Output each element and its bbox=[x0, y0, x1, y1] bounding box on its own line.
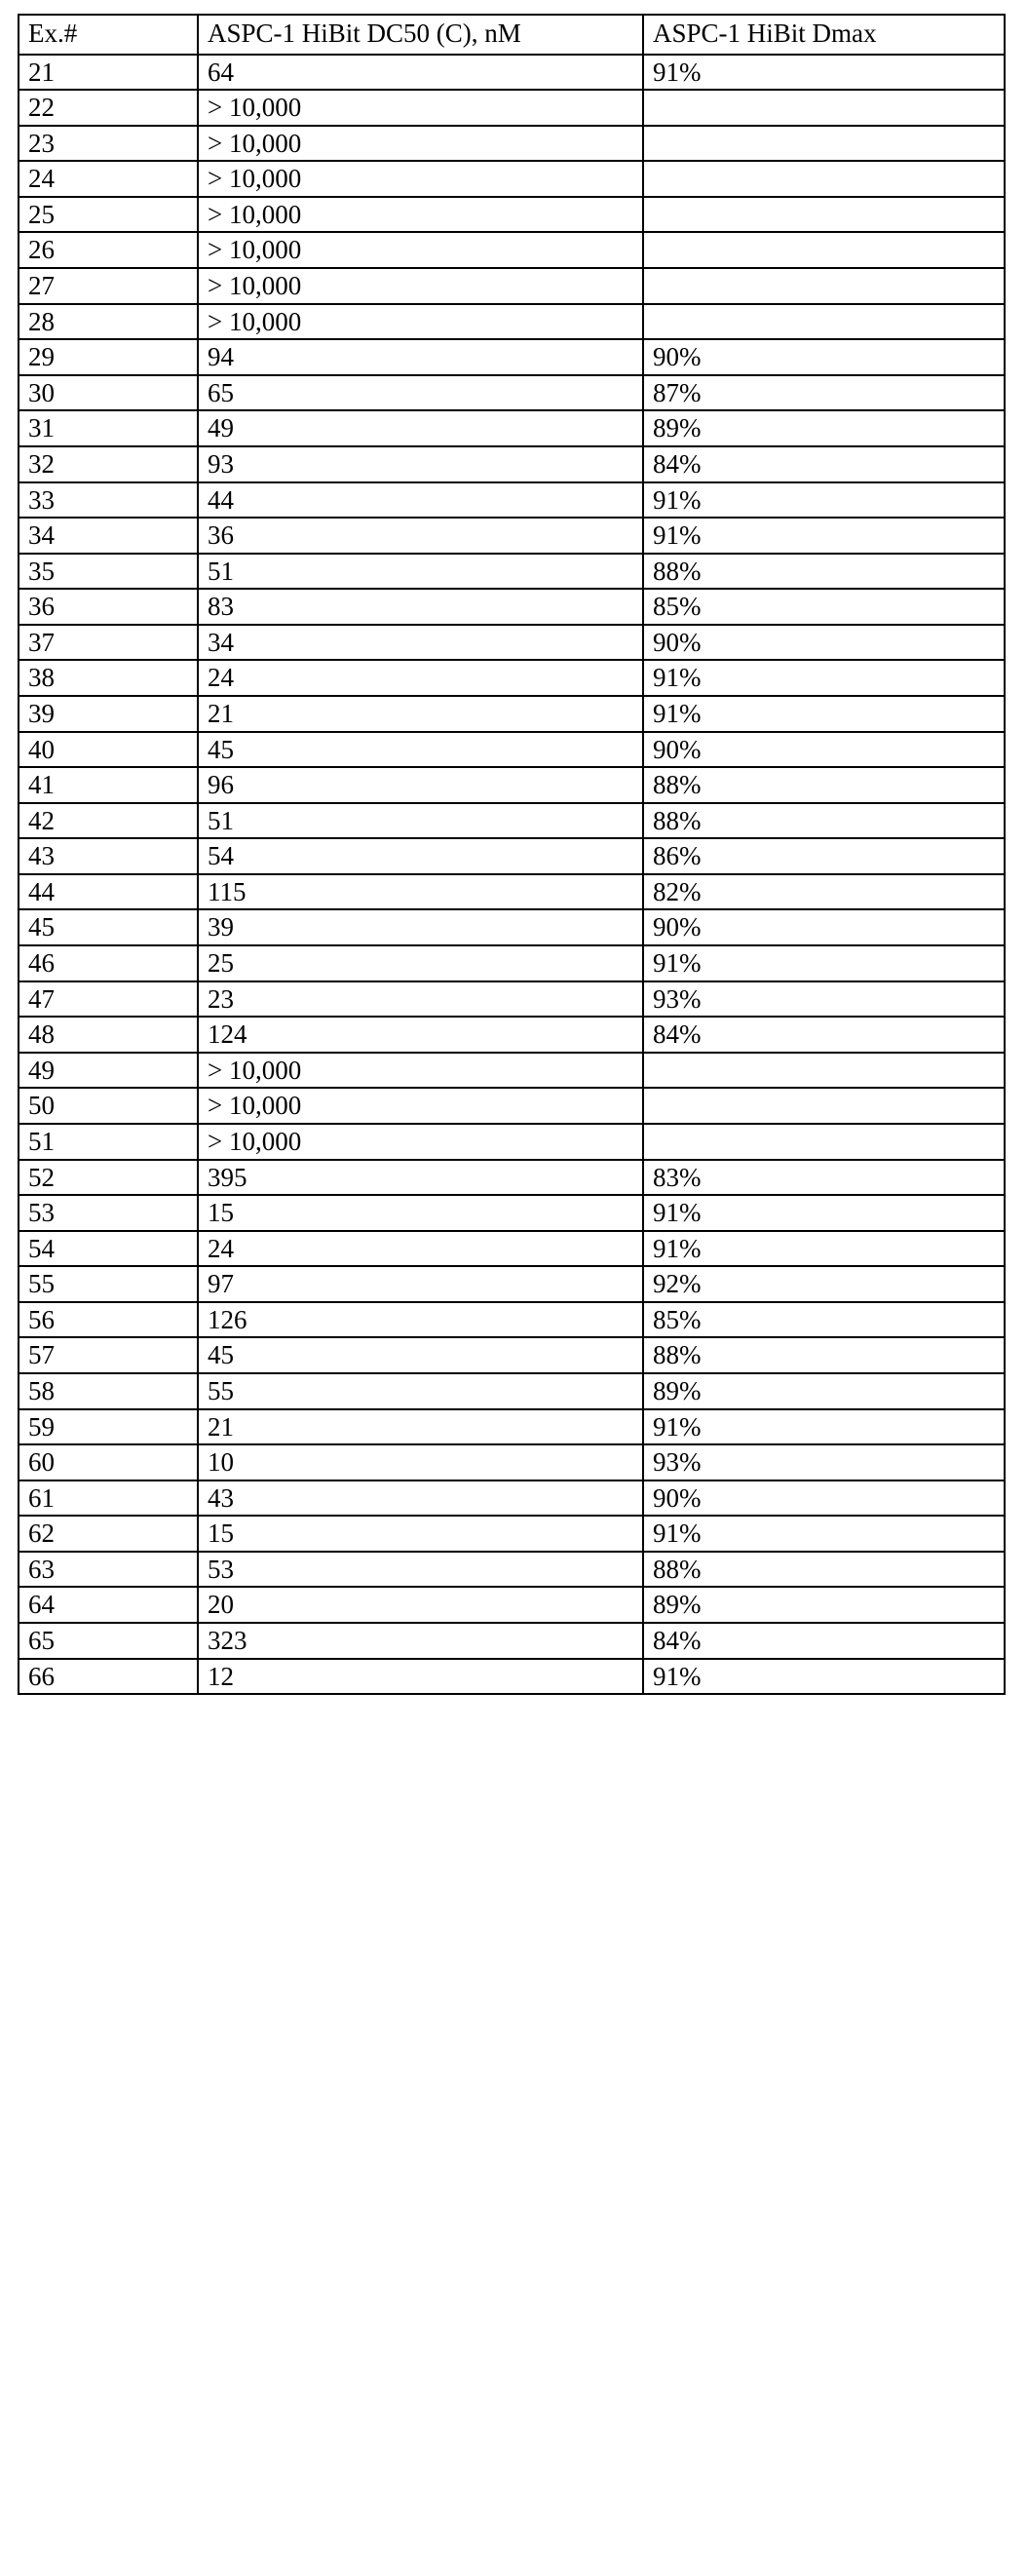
cell-example-number: 58 bbox=[19, 1373, 198, 1409]
cell-example-number: 56 bbox=[19, 1302, 198, 1338]
cell-dmax: 82% bbox=[643, 874, 1005, 910]
cell-dmax: 91% bbox=[643, 945, 1005, 981]
cell-example-number: 46 bbox=[19, 945, 198, 981]
cell-dc50: 44 bbox=[198, 482, 643, 519]
cell-dmax bbox=[643, 161, 1005, 197]
cell-dmax: 91% bbox=[643, 482, 1005, 519]
cell-dc50: 55 bbox=[198, 1373, 643, 1409]
cell-example-number: 49 bbox=[19, 1053, 198, 1089]
table-row bbox=[19, 1017, 1005, 1053]
cell-dmax: 90% bbox=[643, 339, 1005, 375]
data-table-container bbox=[18, 14, 1004, 1695]
cell-example-number: 36 bbox=[19, 589, 198, 625]
table-row bbox=[19, 909, 1005, 945]
cell-dmax: 88% bbox=[643, 803, 1005, 839]
column-header-dmax: ASPC-1 HiBit Dmax bbox=[643, 15, 1005, 55]
cell-dmax: 87% bbox=[643, 375, 1005, 411]
cell-dc50: > 10,000 bbox=[198, 232, 643, 268]
cell-example-number: 63 bbox=[19, 1552, 198, 1588]
cell-dmax bbox=[643, 232, 1005, 268]
cell-dmax: 89% bbox=[643, 1373, 1005, 1409]
cell-dc50: 25 bbox=[198, 945, 643, 981]
cell-example-number: 37 bbox=[19, 625, 198, 661]
table-row bbox=[19, 1124, 1005, 1160]
cell-dc50: 21 bbox=[198, 696, 643, 732]
cell-dc50: > 10,000 bbox=[198, 1053, 643, 1089]
cell-dmax: 84% bbox=[643, 446, 1005, 482]
cell-dmax: 91% bbox=[643, 55, 1005, 91]
cell-dmax bbox=[643, 90, 1005, 126]
cell-dc50: 51 bbox=[198, 803, 643, 839]
cell-dc50: 34 bbox=[198, 625, 643, 661]
cell-example-number: 28 bbox=[19, 304, 198, 340]
cell-dmax: 86% bbox=[643, 838, 1005, 874]
cell-dmax: 93% bbox=[643, 1444, 1005, 1480]
cell-dmax bbox=[643, 126, 1005, 162]
table-row bbox=[19, 375, 1005, 411]
cell-dc50: 36 bbox=[198, 518, 643, 554]
cell-dc50: 83 bbox=[198, 589, 643, 625]
cell-dc50: 24 bbox=[198, 660, 643, 696]
cell-dc50: 51 bbox=[198, 554, 643, 590]
cell-example-number: 40 bbox=[19, 732, 198, 768]
cell-dc50: 97 bbox=[198, 1266, 643, 1302]
table-row bbox=[19, 304, 1005, 340]
table-row bbox=[19, 1444, 1005, 1480]
cell-dc50: 126 bbox=[198, 1302, 643, 1338]
table-row bbox=[19, 1552, 1005, 1588]
cell-dc50: 45 bbox=[198, 732, 643, 768]
table-row bbox=[19, 696, 1005, 732]
table-row bbox=[19, 1587, 1005, 1623]
cell-dmax bbox=[643, 1088, 1005, 1124]
cell-dmax: 91% bbox=[643, 1409, 1005, 1445]
cell-dc50: 45 bbox=[198, 1337, 643, 1373]
cell-dc50: 93 bbox=[198, 446, 643, 482]
cell-example-number: 38 bbox=[19, 660, 198, 696]
cell-dc50: > 10,000 bbox=[198, 126, 643, 162]
table-row bbox=[19, 589, 1005, 625]
cell-dc50: 24 bbox=[198, 1231, 643, 1267]
table-row bbox=[19, 446, 1005, 482]
cell-example-number: 33 bbox=[19, 482, 198, 519]
cell-dc50: 15 bbox=[198, 1516, 643, 1552]
table-row bbox=[19, 1231, 1005, 1267]
cell-dc50: 12 bbox=[198, 1659, 643, 1695]
cell-example-number: 39 bbox=[19, 696, 198, 732]
cell-example-number: 32 bbox=[19, 446, 198, 482]
cell-dmax: 92% bbox=[643, 1266, 1005, 1302]
cell-dmax: 83% bbox=[643, 1160, 1005, 1196]
table-row bbox=[19, 1195, 1005, 1231]
cell-dc50: 64 bbox=[198, 55, 643, 91]
cell-dmax: 91% bbox=[643, 696, 1005, 732]
cell-example-number: 57 bbox=[19, 1337, 198, 1373]
cell-dc50: > 10,000 bbox=[198, 90, 643, 126]
table-row bbox=[19, 1337, 1005, 1373]
cell-dmax: 91% bbox=[643, 660, 1005, 696]
cell-dmax bbox=[643, 268, 1005, 304]
cell-dmax: 90% bbox=[643, 625, 1005, 661]
table-row bbox=[19, 803, 1005, 839]
cell-dmax: 91% bbox=[643, 1231, 1005, 1267]
table-row bbox=[19, 268, 1005, 304]
table-row bbox=[19, 482, 1005, 519]
cell-dc50: 395 bbox=[198, 1160, 643, 1196]
cell-example-number: 61 bbox=[19, 1480, 198, 1517]
cell-dmax: 88% bbox=[643, 767, 1005, 803]
results-table bbox=[18, 14, 1006, 1695]
cell-example-number: 43 bbox=[19, 838, 198, 874]
table-row bbox=[19, 518, 1005, 554]
cell-dc50: > 10,000 bbox=[198, 1088, 643, 1124]
cell-example-number: 22 bbox=[19, 90, 198, 126]
table-body bbox=[19, 55, 1005, 1695]
cell-example-number: 55 bbox=[19, 1266, 198, 1302]
table-row bbox=[19, 1623, 1005, 1659]
cell-example-number: 60 bbox=[19, 1444, 198, 1480]
cell-example-number: 41 bbox=[19, 767, 198, 803]
cell-dc50: 20 bbox=[198, 1587, 643, 1623]
table-row bbox=[19, 767, 1005, 803]
cell-dmax: 89% bbox=[643, 1587, 1005, 1623]
table-row bbox=[19, 1266, 1005, 1302]
cell-example-number: 24 bbox=[19, 161, 198, 197]
cell-example-number: 51 bbox=[19, 1124, 198, 1160]
cell-example-number: 59 bbox=[19, 1409, 198, 1445]
cell-dc50: 54 bbox=[198, 838, 643, 874]
cell-example-number: 35 bbox=[19, 554, 198, 590]
cell-dmax: 90% bbox=[643, 732, 1005, 768]
table-row bbox=[19, 1302, 1005, 1338]
cell-dmax: 89% bbox=[643, 410, 1005, 446]
cell-example-number: 42 bbox=[19, 803, 198, 839]
table-row bbox=[19, 838, 1005, 874]
table-row bbox=[19, 874, 1005, 910]
table-header-row bbox=[19, 15, 1005, 55]
cell-dc50: 94 bbox=[198, 339, 643, 375]
cell-example-number: 45 bbox=[19, 909, 198, 945]
table-row bbox=[19, 981, 1005, 1018]
cell-example-number: 27 bbox=[19, 268, 198, 304]
cell-example-number: 62 bbox=[19, 1516, 198, 1552]
table-row bbox=[19, 1053, 1005, 1089]
cell-dmax bbox=[643, 304, 1005, 340]
table-row bbox=[19, 410, 1005, 446]
table-row bbox=[19, 1480, 1005, 1517]
table-row bbox=[19, 625, 1005, 661]
cell-dmax: 84% bbox=[643, 1623, 1005, 1659]
table-row bbox=[19, 339, 1005, 375]
cell-dc50: > 10,000 bbox=[198, 161, 643, 197]
table-row bbox=[19, 1160, 1005, 1196]
cell-dc50: 124 bbox=[198, 1017, 643, 1053]
cell-dc50: > 10,000 bbox=[198, 197, 643, 233]
table-row bbox=[19, 1659, 1005, 1695]
table-row bbox=[19, 1373, 1005, 1409]
cell-dc50: 49 bbox=[198, 410, 643, 446]
cell-dmax: 90% bbox=[643, 1480, 1005, 1517]
cell-dc50: 323 bbox=[198, 1623, 643, 1659]
cell-dmax: 91% bbox=[643, 518, 1005, 554]
cell-example-number: 66 bbox=[19, 1659, 198, 1695]
cell-dmax bbox=[643, 197, 1005, 233]
table-row bbox=[19, 1088, 1005, 1124]
cell-dmax: 88% bbox=[643, 1552, 1005, 1588]
cell-example-number: 25 bbox=[19, 197, 198, 233]
table-row bbox=[19, 55, 1005, 91]
cell-example-number: 65 bbox=[19, 1623, 198, 1659]
table-row bbox=[19, 90, 1005, 126]
cell-dc50: > 10,000 bbox=[198, 304, 643, 340]
table-row bbox=[19, 732, 1005, 768]
cell-example-number: 31 bbox=[19, 410, 198, 446]
table-row bbox=[19, 554, 1005, 590]
column-header-dc50: ASPC-1 HiBit DC50 (C), nM bbox=[198, 15, 643, 55]
cell-example-number: 47 bbox=[19, 981, 198, 1018]
cell-example-number: 44 bbox=[19, 874, 198, 910]
cell-dc50: 21 bbox=[198, 1409, 643, 1445]
cell-dmax: 88% bbox=[643, 554, 1005, 590]
cell-dc50: 115 bbox=[198, 874, 643, 910]
table-row bbox=[19, 161, 1005, 197]
table-row bbox=[19, 232, 1005, 268]
cell-dc50: 65 bbox=[198, 375, 643, 411]
cell-dc50: 10 bbox=[198, 1444, 643, 1480]
cell-dmax: 91% bbox=[643, 1516, 1005, 1552]
table-row bbox=[19, 126, 1005, 162]
cell-example-number: 30 bbox=[19, 375, 198, 411]
table-row bbox=[19, 1516, 1005, 1552]
cell-dmax: 85% bbox=[643, 1302, 1005, 1338]
column-header-example-number: Ex.# bbox=[19, 15, 198, 55]
table-header bbox=[19, 15, 1005, 55]
cell-dmax bbox=[643, 1124, 1005, 1160]
cell-dmax: 91% bbox=[643, 1659, 1005, 1695]
cell-dc50: 15 bbox=[198, 1195, 643, 1231]
cell-dmax: 88% bbox=[643, 1337, 1005, 1373]
table-row bbox=[19, 197, 1005, 233]
cell-dc50: > 10,000 bbox=[198, 1124, 643, 1160]
table-row bbox=[19, 945, 1005, 981]
cell-dc50: 39 bbox=[198, 909, 643, 945]
cell-dmax: 93% bbox=[643, 981, 1005, 1018]
cell-dmax bbox=[643, 1053, 1005, 1089]
cell-dc50: 53 bbox=[198, 1552, 643, 1588]
cell-example-number: 48 bbox=[19, 1017, 198, 1053]
cell-example-number: 52 bbox=[19, 1160, 198, 1196]
cell-dmax: 90% bbox=[643, 909, 1005, 945]
cell-example-number: 21 bbox=[19, 55, 198, 91]
cell-dc50: > 10,000 bbox=[198, 268, 643, 304]
cell-dc50: 43 bbox=[198, 1480, 643, 1517]
cell-dc50: 96 bbox=[198, 767, 643, 803]
cell-example-number: 54 bbox=[19, 1231, 198, 1267]
cell-example-number: 34 bbox=[19, 518, 198, 554]
cell-dmax: 84% bbox=[643, 1017, 1005, 1053]
cell-example-number: 23 bbox=[19, 126, 198, 162]
cell-example-number: 26 bbox=[19, 232, 198, 268]
cell-example-number: 53 bbox=[19, 1195, 198, 1231]
cell-dmax: 85% bbox=[643, 589, 1005, 625]
table-row bbox=[19, 660, 1005, 696]
table-row bbox=[19, 1409, 1005, 1445]
cell-dmax: 91% bbox=[643, 1195, 1005, 1231]
cell-example-number: 29 bbox=[19, 339, 198, 375]
cell-example-number: 50 bbox=[19, 1088, 198, 1124]
cell-dc50: 23 bbox=[198, 981, 643, 1018]
cell-example-number: 64 bbox=[19, 1587, 198, 1623]
